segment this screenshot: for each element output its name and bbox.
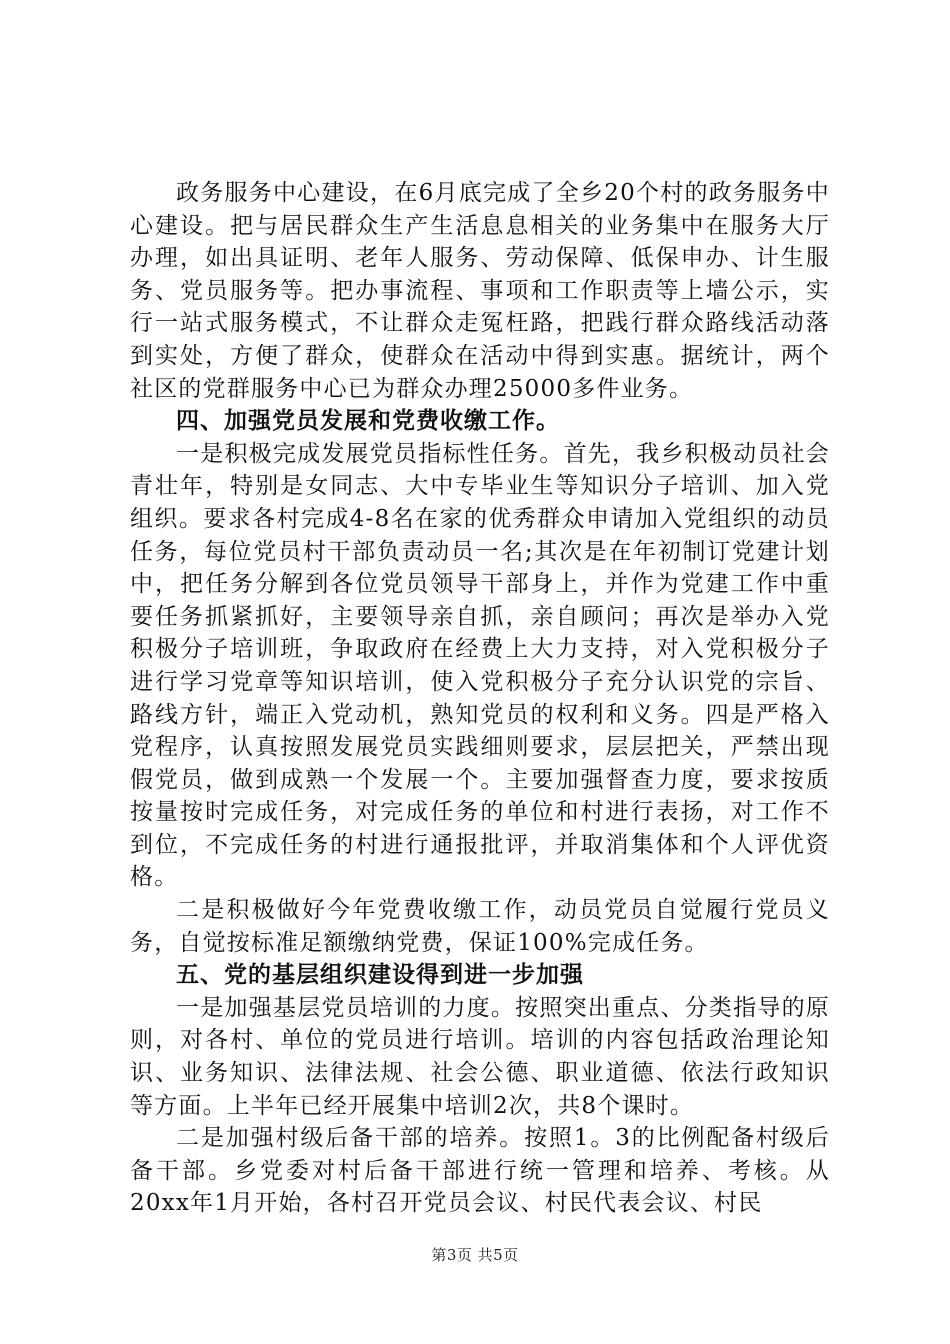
paragraph-member-development: 一是积极完成发展党员指标性任务。首先，我乡积极动员社会青壮年，特别是女同志、大中专毕业生等知识分子培训、加入党组织。要求各村完成4-8名在家的优秀群众申请加入党组织的动员任务，每位党员村干部负责动员一名;其次是在年初制订党建计划中，把任务分解到各位党员领导干部身上，并作为党建工作中重要任务抓紧抓好，主要领导亲自抓，亲自顾问；再次是举办入党积极分子培训班，争取政府在经费上大力支持，对入党积极分子进行学习党章等知识培训，使入党积极分子充分认识党的宗旨、路线方针，端正入党动机，熟知党员的权利和义务。四是严格入党程序，认真按照发展党员实践细则要求，层层把关，严禁出现假党员，做到成熟一个发展一个。主要加强督查力度，要求按质按量按时完成任务，对完成任务的单位和村进行表扬，对工作不到位，不完成任务的村进行通报批评，并取消集体和个人评优资格。 xyxy=(130,440,830,891)
paragraph-service-center: 政务服务中心建设，在6月底完成了全乡20个村的政务服务中心建设。把与居民群众生产生活息息相关的业务集中在服务大厅办理，如出具证明、老年人服务、劳动保障、低保申办、计生服务、党员服务等。把办事流程、事项和工作职责等上墙公示，实行一站式服务模式，不让群众走冤枉路，把践行群众路线活动落到实处，方便了群众，使群众在活动中得到实惠。据统计，两个社区的党群服务中心已为群众办理25000多件业务。 xyxy=(130,180,830,402)
page-number-footer: 第3页 共5页 xyxy=(431,1246,519,1264)
section-heading-4: 四、加强党员发展和党费收缴工作。 xyxy=(176,408,560,435)
paragraph-party-dues: 二是积极做好今年党费收缴工作，动员党员自觉履行党员义务，自觉按标准足额缴纳党费，保证100%完成任务。 xyxy=(130,897,830,956)
paragraph-member-training: 一是加强基层党员培训的力度。按照突出重点、分类指导的原则，对各村、单位的党员进行培训。培训的内容包括政治理论知识、业务知识、法律法规、社会公德、职业道德、依法行政知识等方面。上半年已经开展集中培训2次，共8个课时。 xyxy=(130,994,830,1119)
section-heading-5: 五、党的基层组织建设得到进一步加强 xyxy=(176,962,584,989)
document-body xyxy=(130,177,830,1220)
paragraph-reserve-cadres: 二是加强村级后备干部的培养。按照1。3的比例配备村级后备干部。乡党委对村后备干部进行统一管理和培养、考核。从20xx年1月开始，各村召开党员会议、村民代表会议、村民 xyxy=(130,1125,830,1217)
